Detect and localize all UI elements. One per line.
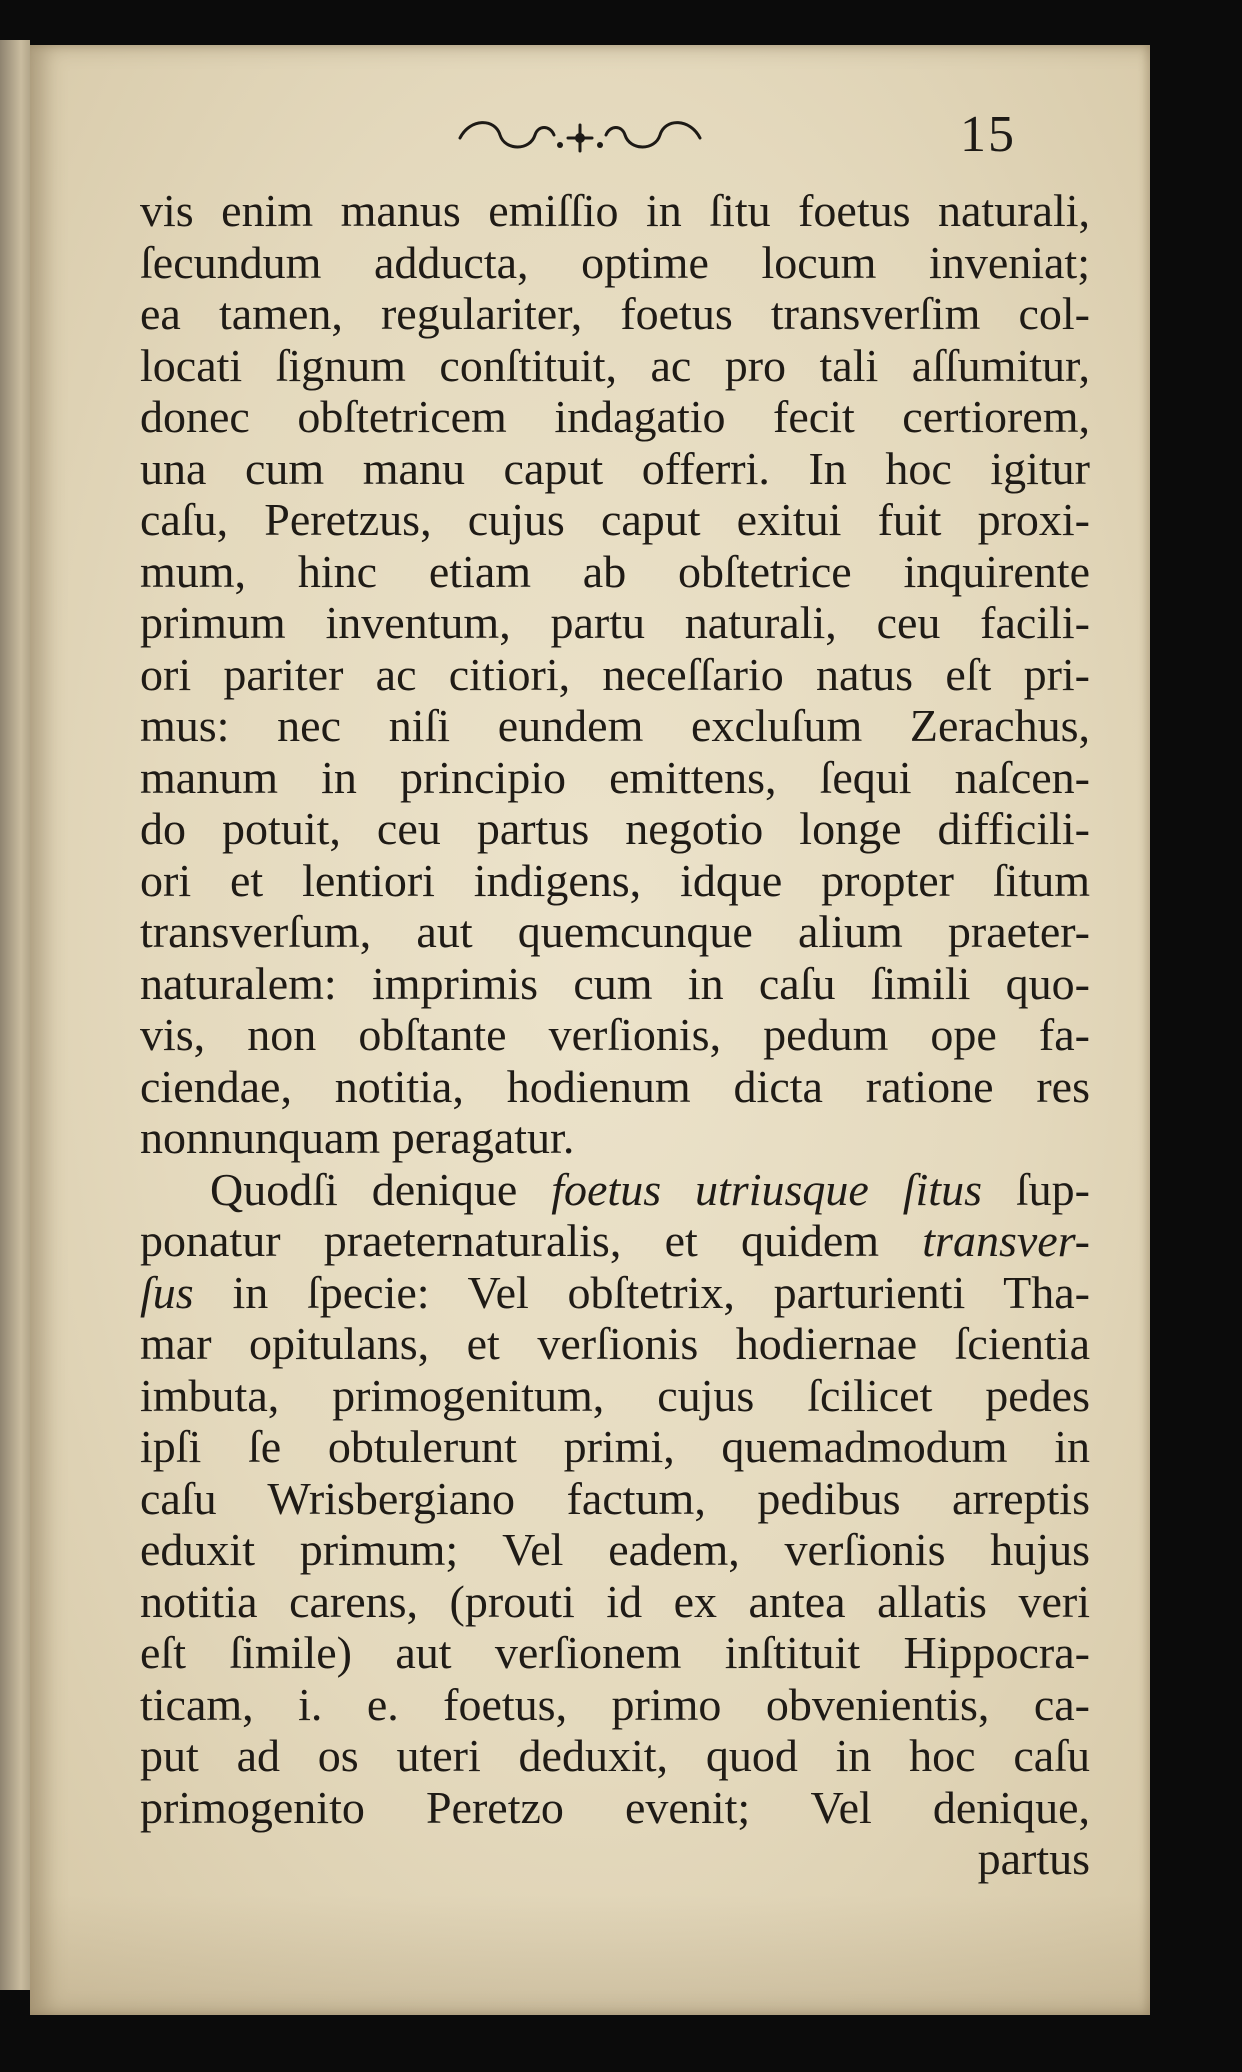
facing-page-edge [0,40,30,1990]
text-line: do potuit, ceu partus negotio longe difficili- [140,803,1090,854]
text-line: primum inventum, partu naturali, ceu facili- [140,597,1090,648]
book-page [30,45,1150,2015]
page-shading [30,1895,1150,2015]
text-line: primogenito Peretzo evenit; Vel denique, [140,1781,1090,1833]
italic-phrase: foetus utriusque ſitus [551,1163,982,1215]
page-header [30,105,1150,175]
text-line: transverſum, aut quemcunque alium praeter- [140,906,1090,957]
text-line: naturalem: imprimis cum in caſu ſimili quo- [140,957,1090,1009]
text-line: donec obſtetricem indagatio fecit certiorem, [140,391,1090,442]
text-line [140,1267,1090,1319]
text-run: in ſpecie: Vel obſtetrix, parturienti Tha- [193,1266,1090,1318]
text-line: eduxit primum; Vel eadem, verſionis hujus [140,1524,1090,1575]
text-line: ori et lentiori indigens, idque propter ſitum [140,854,1090,906]
text-line: eſt ſimile) aut verſionem inſtituit Hippocra- [140,1627,1090,1678]
text-line: ea tamen, regulariter, foetus transverſim col- [140,288,1090,339]
text-line: ſecundum adducta, optime locum inveniat; [140,236,1090,288]
text-line: caſu Wrisbergiano factum, pedibus arreptis [140,1472,1090,1524]
text-line: una cum manu caput offerri. In hoc igitur [140,442,1090,494]
text-line: put ad os uteri deduxit, quod in hoc caſu [140,1730,1090,1781]
text-line [140,1215,1090,1267]
text-line: mar opitulans, et verſionis hodiernae ſcientia [140,1318,1090,1369]
text-line: locati ſignum conſtituit, ac pro tali aſſumitur, [140,339,1090,391]
catchword: partus [977,1833,1090,1884]
text-line: ticam, i. e. foetus, primo obvenientis, ca- [140,1678,1090,1730]
text-line: imbuta, primogenitum, cujus ſcilicet pedes [140,1369,1090,1421]
text-line: mum, hinc etiam ab obſtetrice inquirente [140,545,1090,597]
text-line: vis enim manus emiſſio in ſitu foetus naturali, [140,185,1090,236]
text-line: ori pariter ac citiori, neceſſario natus eſt pri- [140,648,1090,700]
text-run: ponatur praeternaturalis, et quidem [140,1215,923,1266]
text-line: caſu, Peretzus, cujus caput exitui fuit proxi- [140,494,1090,545]
text-line: manum in principio emittens, ſequi naſcen- [140,751,1090,803]
text-line: vis, non obſtante verſionis, pedum ope fa- [140,1009,1090,1060]
text-run: Quodſi denique [210,1163,552,1215]
paragraph-start-line [140,1164,1090,1216]
text-line: notitia carens, (prouti id ex antea allatis veri [140,1575,1090,1627]
text-run: ſup- [981,1163,1090,1215]
text-line: ciendae, notitia, hodienum dicta ratione res [140,1060,1090,1112]
page-number: 15 [960,106,1016,163]
body-text [140,185,1090,1885]
printer-ornament-icon [450,113,710,163]
italic-phrase: transver- [922,1215,1090,1266]
italic-phrase: ſus [140,1266,194,1318]
text-line: ipſi ſe obtulerunt primi, quemadmodum in [140,1421,1090,1472]
paragraph-end-line: nonnunquam peragatur. [140,1112,575,1163]
text-line: mus: nec niſi eundem excluſum Zerachus, [140,700,1090,751]
